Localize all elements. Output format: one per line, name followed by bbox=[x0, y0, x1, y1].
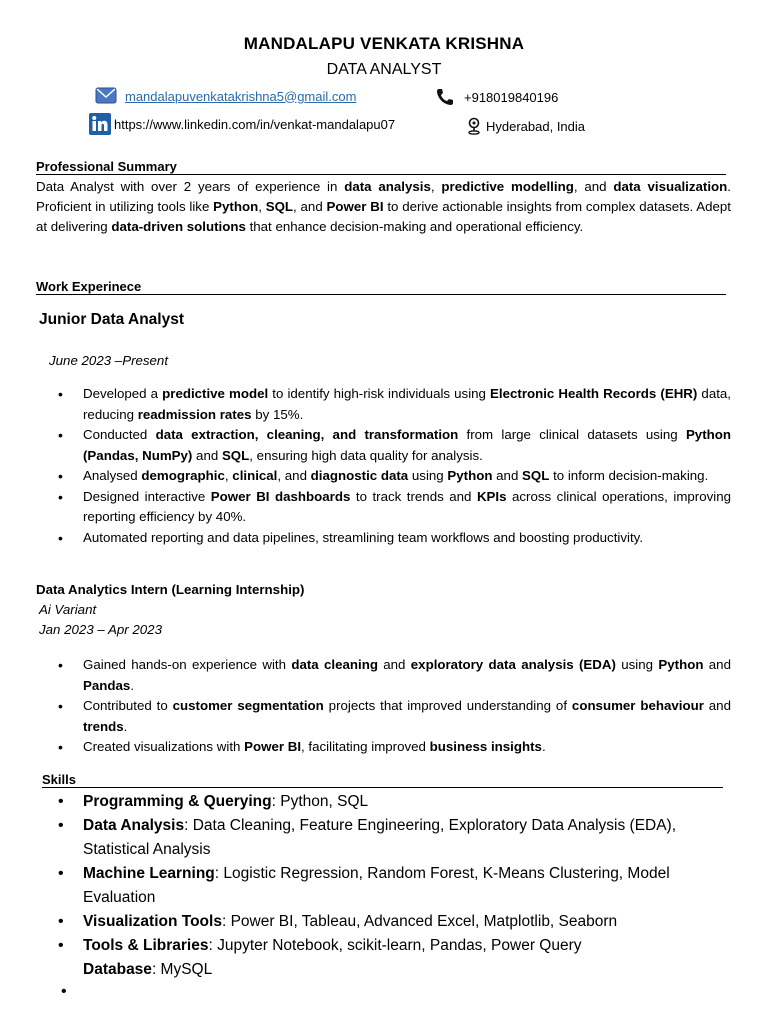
text-run: using bbox=[408, 468, 448, 483]
bold-text: predictive modelling bbox=[441, 179, 574, 194]
bold-text: business insights bbox=[429, 739, 542, 754]
skill-item bbox=[36, 958, 736, 982]
bold-text: SQL bbox=[522, 468, 550, 483]
list-item bbox=[36, 528, 731, 549]
skill-value: : Jupyter Notebook, scikit-learn, Pandas, Power Query bbox=[208, 937, 582, 954]
text-run: that enhance decision-making and operational efficiency. bbox=[245, 219, 584, 234]
bold-text: KPIs bbox=[476, 488, 507, 504]
text-run: by 15%. bbox=[251, 406, 304, 422]
email-link[interactable]: mandalapuvenkatakrishna5@gmail.com bbox=[125, 88, 357, 104]
location-contact bbox=[467, 117, 585, 135]
bold-text: Pandas bbox=[83, 677, 131, 693]
bold-text: Power BI dashboards bbox=[210, 488, 351, 504]
text-run: Created visualizations with bbox=[83, 739, 245, 754]
bold-text: Power BI bbox=[244, 739, 302, 754]
text-run: . bbox=[130, 677, 135, 693]
text-run: Designed interactive bbox=[83, 488, 211, 504]
text-run: , and bbox=[293, 199, 327, 214]
text-run: Data Analyst with over 2 years of experience in bbox=[36, 179, 345, 194]
list-item bbox=[36, 425, 731, 466]
text-run: to derive actionable insights from complex datasets. Adept at delivering bbox=[36, 199, 731, 234]
skill-label: Visualization Tools bbox=[83, 913, 222, 930]
bold-text: SQL bbox=[265, 199, 294, 214]
text-run: and bbox=[377, 657, 411, 672]
skill-value: : Power BI, Tableau, Advanced Excel, Matplotlib, Seaborn bbox=[221, 913, 618, 930]
bold-text: Python bbox=[213, 199, 259, 214]
summary-text bbox=[36, 177, 731, 237]
text-run: and bbox=[492, 468, 523, 483]
bold-text: data extraction, cleaning, and transformation bbox=[155, 427, 459, 442]
job2-title: Data Analytics Intern (Learning Internship) bbox=[36, 582, 305, 597]
text-run: from large clinical datasets using bbox=[458, 427, 686, 442]
skill-label: Programming & Querying bbox=[83, 793, 272, 810]
skill-label: Data Analysis bbox=[83, 817, 185, 834]
bold-text: Python bbox=[658, 657, 704, 672]
skill-value: : Logistic Regression, Random Forest, K-Means Clustering, Model Evaluation bbox=[83, 865, 670, 906]
skill-item bbox=[36, 790, 736, 814]
bold-text: demographic bbox=[141, 468, 225, 483]
text-run: projects that improved understanding of bbox=[323, 698, 572, 713]
list-item bbox=[36, 737, 731, 758]
text-run: , bbox=[430, 179, 442, 194]
text-run: and bbox=[703, 657, 731, 672]
bold-text: clinical bbox=[232, 468, 278, 483]
linkedin-icon bbox=[89, 113, 111, 135]
text-run: to track trends and bbox=[350, 488, 477, 504]
text-run: , facilitating improved bbox=[301, 739, 430, 754]
candidate-name: MANDALAPU VENKATA KRISHNA bbox=[243, 34, 525, 53]
bold-text: data cleaning bbox=[291, 657, 378, 672]
skill-value: : Data Cleaning, Feature Engineering, Exploratory Data Analysis (EDA), Statistical Analysis bbox=[83, 817, 677, 858]
text-run: to inform decision-making. bbox=[549, 468, 709, 483]
bold-text: Electronic Health Records (EHR) bbox=[490, 386, 698, 401]
text-run: data, reducing bbox=[83, 386, 731, 422]
text-run: , and bbox=[277, 468, 311, 483]
text-run: and bbox=[192, 447, 222, 463]
bold-text: Python (Pandas, NumPy) bbox=[83, 427, 731, 463]
text-run: , and bbox=[573, 179, 614, 194]
list-item bbox=[36, 655, 731, 696]
bold-text: SQL bbox=[221, 447, 250, 463]
email-contact bbox=[95, 87, 356, 105]
work-heading: Work Experinece bbox=[36, 279, 726, 295]
text-run: using bbox=[615, 657, 659, 672]
bold-text: diagnostic data bbox=[310, 468, 409, 483]
empty-bullet: • bbox=[61, 983, 67, 1000]
skill-item bbox=[36, 814, 736, 862]
text-run: , bbox=[224, 468, 233, 483]
linkedin-url[interactable]: https://www.linkedin.com/in/venkat-mandalapu07 bbox=[114, 116, 396, 132]
job2-company: Ai Variant bbox=[39, 602, 97, 617]
bold-text: Python bbox=[447, 468, 493, 483]
list-item bbox=[36, 696, 731, 737]
skills-list bbox=[36, 790, 736, 982]
phone-contact bbox=[436, 88, 558, 106]
job1-title: Junior Data Analyst bbox=[39, 311, 184, 328]
email-icon bbox=[95, 87, 117, 105]
bold-text: data-driven solutions bbox=[111, 219, 246, 234]
bold-text: predictive model bbox=[162, 386, 269, 401]
list-item bbox=[36, 384, 731, 425]
text-run: Conducted bbox=[83, 427, 156, 442]
job1-dates: June 2023 –Present bbox=[49, 353, 169, 368]
text-run: Analysed bbox=[83, 468, 142, 483]
text-run: , bbox=[258, 199, 266, 214]
skills-heading: Skills bbox=[42, 772, 723, 788]
skill-label: Database bbox=[83, 961, 152, 978]
bold-text: data analysis bbox=[344, 179, 431, 194]
skill-label: Tools & Libraries bbox=[83, 937, 209, 954]
location-pin-icon bbox=[467, 117, 481, 135]
bold-text: trends bbox=[83, 718, 124, 734]
skill-value: : Python, SQL bbox=[271, 793, 369, 810]
text-run: Gained hands-on experience with bbox=[83, 657, 292, 672]
job2-dates: Jan 2023 – Apr 2023 bbox=[39, 622, 162, 637]
skill-value: : MySQL bbox=[151, 961, 213, 978]
skill-item bbox=[36, 910, 736, 934]
bold-text: Power BI bbox=[326, 199, 384, 214]
skill-item bbox=[36, 862, 736, 910]
job2-bullets bbox=[36, 655, 731, 758]
text-run: , ensuring high data quality for analysis. bbox=[249, 447, 483, 463]
candidate-role: DATA ANALYST bbox=[326, 61, 442, 78]
phone-number: +918019840196 bbox=[464, 89, 559, 105]
list-item bbox=[36, 487, 731, 528]
location-text: Hyderabad, India bbox=[486, 118, 586, 134]
bold-text: exploratory data analysis (EDA) bbox=[410, 657, 616, 672]
list-item bbox=[36, 466, 731, 487]
phone-icon bbox=[436, 88, 454, 106]
text-run: Contributed to bbox=[83, 698, 173, 713]
job1-bullets bbox=[36, 384, 731, 548]
bold-text: data visualization bbox=[613, 179, 728, 194]
text-run: Automated reporting and data pipelines, streamlining team workflows and boosting productivity. bbox=[83, 529, 644, 545]
linkedin-contact bbox=[89, 113, 395, 135]
text-run: . bbox=[541, 739, 546, 754]
bold-text: customer segmentation bbox=[172, 698, 324, 713]
summary-heading: Professional Summary bbox=[36, 159, 726, 175]
text-run: to identify high-risk individuals using bbox=[268, 386, 491, 401]
text-run: Developed a bbox=[83, 386, 163, 401]
skill-item bbox=[36, 934, 736, 958]
bold-text: readmission rates bbox=[137, 406, 252, 422]
text-run: across clinical operations, improving reporting efficiency by 40%. bbox=[83, 488, 732, 524]
text-run: and bbox=[703, 698, 731, 713]
text-run: . Proficient in utilizing tools like bbox=[36, 179, 731, 214]
text-run: . bbox=[123, 718, 128, 734]
bold-text: consumer behaviour bbox=[571, 698, 704, 713]
skill-label: Machine Learning bbox=[83, 865, 215, 882]
